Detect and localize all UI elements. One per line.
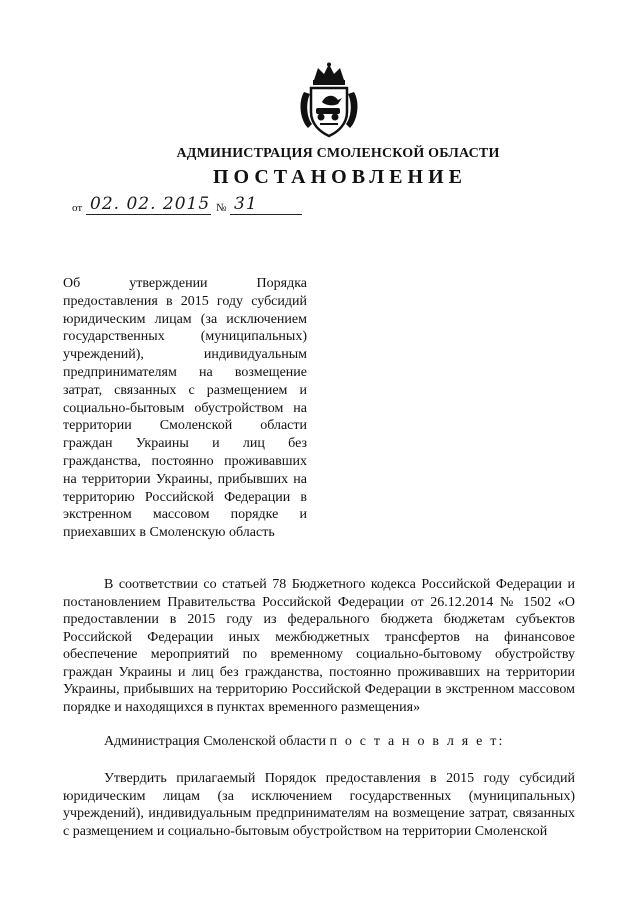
decree-word: п о с т а н о в л я е т: bbox=[329, 734, 505, 749]
decree-prefix: Администрация Смоленской области bbox=[104, 734, 327, 749]
coat-of-arms-icon bbox=[294, 62, 364, 140]
number-value: 31 bbox=[234, 194, 258, 214]
date-from-label: от bbox=[72, 202, 83, 214]
document-type-title: ПОСТАНОВЛЕНИЕ bbox=[213, 166, 467, 188]
date-underline bbox=[86, 214, 211, 215]
number-label: № bbox=[216, 202, 227, 214]
document-subject: Об утверждении Порядка предоставления в 2015 году субсидий юридическим лицам (за исключением государственных (муниципальных) учреждений), индивидуальным предпринимателям на возмещение затрат, связанных с размещением и социально-бытовым обустройством на территории Смоленской области граждан Украины и лиц без гражданства, постоянно проживавших на территории Украины, прибывших на территорию Российской Федерации в экстренном массовом порядке и приехавших в Смоленскую область bbox=[63, 276, 307, 541]
preamble-paragraph: В соответствии со статьей 78 Бюджетного кодекса Российской Федерации и постановлением Правительства Российской Федерации от 26.12.2014 № 1502 «О предоставлении в 2015 году из федерального бюджета бюджетам субъектов Российской Федерации иных межбюджетных трансфертов на финансовое обеспечение мероприятий по временному социально-бытовому обустройству граждан Украины и лиц без гражданства, постоянно проживавших на территории Украины, прибывших на территорию Российской Федерации в экстренном массовом порядке и находящихся в пунктах временного размещения» bbox=[63, 577, 575, 715]
date-value: 02. 02. 2015 bbox=[90, 194, 211, 214]
decree-paragraph bbox=[63, 733, 575, 751]
date-number-line bbox=[72, 194, 312, 216]
approval-paragraph: Утвердить прилагаемый Порядок предоставления в 2015 году субсидий юридическим лицам (за исключением государственных (муниципальных) учреждений), индивидуальным предпринимателям на возмещение затрат, связанных с размещением и социально-бытовым обустройством на территории Смоленской bbox=[63, 771, 575, 839]
organization-title: АДМИНИСТРАЦИЯ СМОЛЕНСКОЙ ОБЛАСТИ bbox=[176, 146, 500, 161]
number-underline bbox=[230, 214, 302, 215]
